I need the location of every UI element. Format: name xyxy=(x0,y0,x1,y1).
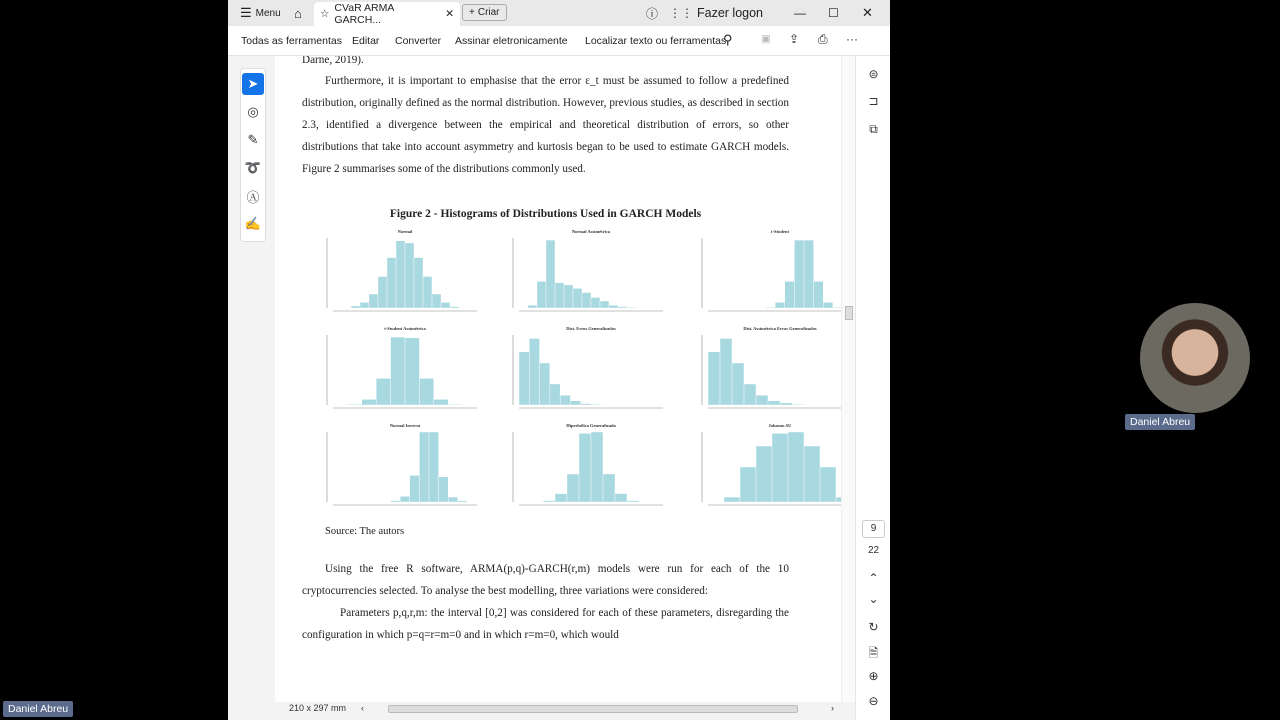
histogram-bar xyxy=(570,401,580,405)
histogram-bar xyxy=(581,404,591,405)
horizontal-scrollbar[interactable] xyxy=(388,705,798,713)
more-icon[interactable]: ··· xyxy=(846,32,858,46)
histogram-bar xyxy=(387,258,396,308)
new-tab-button[interactable] xyxy=(462,4,507,21)
all-tools-button[interactable]: Todas as ferramentas xyxy=(241,35,342,47)
text-box-icon[interactable]: Ⓐ xyxy=(246,189,260,205)
histogram-bar xyxy=(362,399,376,405)
histogram-2 xyxy=(489,228,665,324)
histogram-bar xyxy=(567,474,579,502)
new-tab-label: Criar xyxy=(477,7,500,18)
histogram-bar xyxy=(441,302,450,308)
histogram-bar xyxy=(555,283,564,308)
histogram-bar xyxy=(618,307,627,308)
draw-lasso-icon[interactable]: ➰ xyxy=(244,160,262,175)
print-icon[interactable]: ⎙ xyxy=(818,32,828,46)
plus-icon: + xyxy=(469,7,475,18)
paragraph: Parameters p,q,r,m: the interval [0,2] was considered for each of these parameters, disregarding the configuration in which p=q=r=m=0 and in which r=m=0, which would xyxy=(302,607,789,641)
histogram-bar xyxy=(766,307,776,308)
histogram-7 xyxy=(303,422,479,518)
histogram-bar xyxy=(419,432,429,502)
figure-caption: Figure 2 - Histograms of Distributions Used in GARCH Models xyxy=(389,208,702,220)
scrollbar-thumb[interactable] xyxy=(845,306,853,320)
menu-button[interactable] xyxy=(240,0,281,26)
histogram-bar xyxy=(579,433,591,502)
histogram-bar xyxy=(540,363,550,405)
histogram-bar xyxy=(564,285,573,308)
histogram-bar xyxy=(744,384,756,405)
find-input[interactable]: Localizar texto ou ferramentas xyxy=(585,35,727,47)
sign-in-button[interactable]: Fazer logon xyxy=(697,6,764,20)
histogram-bar xyxy=(448,497,458,502)
paragraph: Furthermore, it is important to emphasise that the error ε_t must be assumed to follow a predefined distribution, originally defined as the normal distribution. However, previous studies, as described in section 2.3, identified a divergence between the empirical and theoretical distribution of errors, so other distributions that take into account asymmetry and kurtosis began to be used to estimate GARCH models. Figure 2 summarises some of the distributions commonly used. xyxy=(302,75,789,175)
histogram-bar xyxy=(720,339,732,406)
histogram-bar xyxy=(519,352,529,405)
histogram-title: Dist. Assimétrica Erros Generalizados xyxy=(743,326,817,331)
right-panel xyxy=(855,56,890,720)
webcam-video xyxy=(1140,303,1250,413)
histogram-bar xyxy=(543,501,555,502)
histogram-bar xyxy=(724,497,740,502)
menu-label: Menu xyxy=(255,7,281,19)
upload-icon[interactable]: ⇪ xyxy=(789,32,800,46)
histogram-bar xyxy=(780,403,792,405)
comment-icon[interactable]: ◎ xyxy=(247,104,259,119)
minimize-icon[interactable]: — xyxy=(794,6,806,20)
histogram-bar xyxy=(823,302,833,308)
histogram-bar xyxy=(768,401,780,405)
zoom-out-icon[interactable]: ⊖ xyxy=(868,694,879,708)
vertical-scrollbar[interactable] xyxy=(841,56,855,702)
help-icon[interactable]: ⓘ xyxy=(646,6,659,21)
histogram-bar xyxy=(432,294,441,308)
close-tab-icon[interactable]: ✕ xyxy=(445,8,454,20)
histogram-bar xyxy=(376,378,390,405)
histogram-bar xyxy=(369,294,378,308)
histogram-bar xyxy=(400,496,410,502)
histogram-bar xyxy=(537,281,546,308)
histogram-5 xyxy=(489,325,665,421)
histogram-bar xyxy=(591,298,600,309)
paragraph: Using the free R software, ARMA(p,q)-GARCH(r,m) models were run for each of the 10 cryptocurrencies selected. To analyse the best modelling, three variations were considered: xyxy=(302,563,789,597)
histogram-bar xyxy=(423,277,432,309)
histogram-bar xyxy=(756,395,768,405)
histogram-bar xyxy=(804,240,814,308)
comments-icon[interactable]: ⊜ xyxy=(868,67,879,81)
histogram-bar xyxy=(833,307,841,308)
home-icon[interactable]: ⌂ xyxy=(294,5,302,21)
histogram-bar xyxy=(405,243,414,308)
zoom-in-icon[interactable]: ⊕ xyxy=(868,669,879,683)
histogram-bar xyxy=(419,378,433,405)
histogram-bar xyxy=(347,404,361,405)
histogram-bar xyxy=(414,258,423,308)
histogram-bar xyxy=(792,404,804,405)
histogram-bar xyxy=(351,306,360,308)
text-line: Darne, 2019). xyxy=(302,56,364,66)
histogram-bar xyxy=(434,399,448,405)
histogram-bar xyxy=(785,281,795,308)
scroll-right-icon[interactable]: › xyxy=(831,703,834,713)
histogram-bar xyxy=(615,494,627,502)
histogram-bar xyxy=(794,240,804,308)
rotate-icon[interactable]: ↻ xyxy=(868,620,879,634)
histogram-bar xyxy=(775,302,785,308)
histogram-bar xyxy=(627,501,639,502)
total-pages: 22 xyxy=(867,545,880,556)
histogram-bar xyxy=(814,281,824,308)
histogram-title: t-Student xyxy=(770,229,790,234)
histogram-bar xyxy=(756,446,772,502)
convert-button[interactable]: Converter xyxy=(395,35,442,47)
histogram-title: Normal Inversa xyxy=(389,423,421,428)
histogram-bar xyxy=(448,404,462,405)
scroll-left-icon[interactable]: ‹ xyxy=(361,703,364,713)
star-icon[interactable]: ☆ xyxy=(320,8,330,20)
apps-grid-icon[interactable]: ⋮⋮ xyxy=(669,6,693,20)
page-number-input[interactable]: 9 xyxy=(862,520,885,538)
pages-icon[interactable]: ⧉ xyxy=(869,122,878,136)
bookmark-icon[interactable]: ⊐ xyxy=(868,94,879,108)
histogram-bar xyxy=(582,293,591,308)
status-bar xyxy=(275,702,855,716)
histogram-bar xyxy=(528,305,537,308)
histogram-bar xyxy=(360,302,369,308)
histogram-title: Dist. Erros Generalizados xyxy=(566,326,616,331)
participant-name: Daniel Abreu xyxy=(1125,414,1195,430)
histogram-6 xyxy=(678,325,841,421)
save-icon[interactable]: ▣ xyxy=(761,33,771,45)
pdf-viewer-window xyxy=(228,0,890,720)
histogram-bar xyxy=(740,467,756,502)
histogram-bar xyxy=(772,433,788,502)
histogram-bar xyxy=(555,494,567,502)
histogram-bar xyxy=(708,352,720,405)
close-window-icon[interactable]: ✕ xyxy=(862,5,873,20)
toolbar xyxy=(228,26,890,56)
histogram-bar xyxy=(391,337,405,405)
histogram-bar xyxy=(529,339,539,406)
histogram-bar xyxy=(429,432,439,502)
highlight-pen-icon[interactable]: ✎ xyxy=(247,132,259,147)
hamburger-icon: ☰ xyxy=(240,5,252,20)
edit-button[interactable]: Editar xyxy=(352,35,380,47)
histogram-bar xyxy=(391,501,401,502)
histogram-bar xyxy=(627,307,636,308)
histogram-4 xyxy=(303,325,479,421)
histogram-bar xyxy=(439,477,449,502)
tab-title: CVaR ARMA GARCH... xyxy=(334,2,394,26)
histogram-3 xyxy=(678,228,841,324)
quick-tools-panel xyxy=(240,68,266,242)
histogram-bar xyxy=(591,432,603,502)
histogram-bar xyxy=(378,277,387,309)
participant-name: Daniel Abreu xyxy=(3,701,73,717)
figure-source: Source: The autors xyxy=(325,526,405,537)
histogram-title: Hiperbólica Generalizada xyxy=(566,423,616,428)
document-page xyxy=(275,56,841,702)
histogram-9 xyxy=(678,422,841,518)
maximize-icon[interactable]: ☐ xyxy=(828,6,839,20)
histogram-1 xyxy=(303,228,479,324)
histogram-title: Normal Assimétrica xyxy=(571,229,611,234)
histogram-bar xyxy=(609,305,618,308)
signature-icon[interactable]: ✍ xyxy=(244,216,262,231)
histogram-bar xyxy=(600,301,609,308)
select-cursor-icon[interactable]: ➤ xyxy=(242,73,264,95)
tab-bar xyxy=(228,0,890,26)
search-icon[interactable]: ⚲ xyxy=(723,32,733,47)
sign-button[interactable]: Assinar eletronicamente xyxy=(455,35,568,47)
next-page-icon[interactable]: ⌄ xyxy=(868,592,879,606)
histogram-bar xyxy=(458,501,468,502)
histogram-bar xyxy=(804,446,820,502)
histogram-bar xyxy=(560,395,570,405)
page-size: 210 x 297 mm xyxy=(289,703,347,713)
histogram-bar xyxy=(732,363,744,405)
histogram-bar xyxy=(546,240,555,308)
histogram-bar xyxy=(820,467,836,502)
histogram-bar xyxy=(405,338,419,405)
histogram-title: t-Student Assimétrica xyxy=(384,326,426,331)
previous-page-icon[interactable]: ⌃ xyxy=(868,571,879,585)
histogram-bar xyxy=(788,432,804,502)
histogram-bar xyxy=(591,404,601,405)
histogram-bar xyxy=(450,307,459,308)
histogram-title: Johnson SU xyxy=(768,423,792,428)
tab-document[interactable] xyxy=(314,2,460,26)
histogram-bar xyxy=(573,288,582,308)
histogram-bar xyxy=(410,475,420,502)
histogram-bar xyxy=(550,384,560,405)
histogram-title: Normal xyxy=(397,229,413,234)
histogram-8 xyxy=(489,422,665,518)
histogram-bar xyxy=(603,474,615,502)
histogram-bar xyxy=(396,241,405,308)
page-view-icon[interactable]: 🗎 xyxy=(868,646,879,660)
